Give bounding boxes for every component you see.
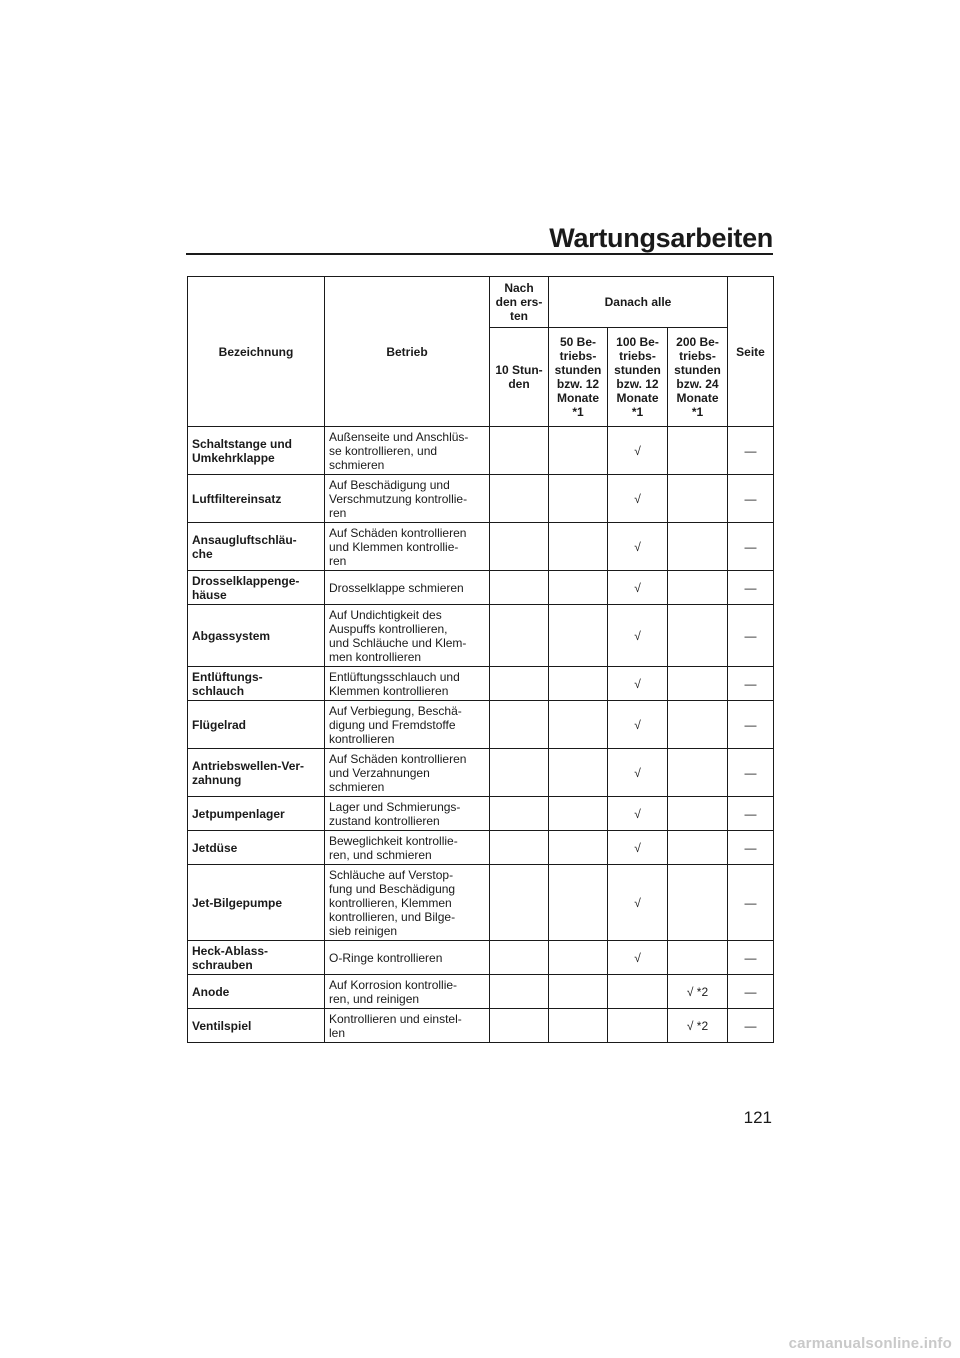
row-check-200h	[668, 941, 728, 975]
row-check-200h	[668, 605, 728, 667]
row-check-100h: √	[608, 831, 668, 865]
row-check-10h	[490, 975, 549, 1009]
row-operation: Entlüftungsschlauch und Klemmen kontrollieren	[325, 667, 490, 701]
page-number: 121	[743, 1108, 772, 1127]
row-check-200h	[668, 427, 728, 475]
row-page: —	[728, 865, 774, 941]
table-body	[188, 427, 774, 1043]
row-check-100h	[608, 975, 668, 1009]
table-row	[188, 571, 774, 605]
row-check-200h	[668, 797, 728, 831]
col-header-operation: Betrieb	[325, 277, 490, 427]
row-check-200h	[668, 523, 728, 571]
table-row	[188, 941, 774, 975]
row-check-200h	[668, 701, 728, 749]
row-operation: Lager und Schmierungs- zustand kontrollieren	[325, 797, 490, 831]
row-check-100h: √	[608, 427, 668, 475]
row-operation: Drosselklappe schmieren	[325, 571, 490, 605]
row-page: —	[728, 475, 774, 523]
row-name: Heck-Ablass- schrauben	[188, 941, 325, 975]
row-operation: Beweglichkeit kontrollie- ren, und schmieren	[325, 831, 490, 865]
row-check-100h: √	[608, 667, 668, 701]
row-page: —	[728, 941, 774, 975]
row-check-10h	[490, 831, 549, 865]
row-page: —	[728, 749, 774, 797]
row-operation: Kontrollieren und einstel- len	[325, 1009, 490, 1043]
row-name: Abgassystem	[188, 605, 325, 667]
table-row	[188, 831, 774, 865]
row-check-100h: √	[608, 523, 668, 571]
row-check-100h: √	[608, 571, 668, 605]
table-row	[188, 427, 774, 475]
row-check-50h	[549, 1009, 608, 1043]
row-page: —	[728, 1009, 774, 1043]
row-page: —	[728, 797, 774, 831]
table-row	[188, 797, 774, 831]
col-header-then-group: Danach alle	[549, 277, 728, 328]
title-rule	[186, 253, 773, 255]
row-check-50h	[549, 667, 608, 701]
row-check-100h: √	[608, 605, 668, 667]
row-operation: Auf Beschädigung und Verschmutzung kontrollie- ren	[325, 475, 490, 523]
row-check-50h	[549, 523, 608, 571]
row-page: —	[728, 701, 774, 749]
row-check-200h	[668, 865, 728, 941]
row-page: —	[728, 975, 774, 1009]
table-row	[188, 865, 774, 941]
row-check-200h: √ *2	[668, 975, 728, 1009]
row-page: —	[728, 605, 774, 667]
row-check-10h	[490, 865, 549, 941]
table-row	[188, 701, 774, 749]
row-check-100h: √	[608, 701, 668, 749]
row-name: Antriebswellen-Ver- zahnung	[188, 749, 325, 797]
row-name: Flügelrad	[188, 701, 325, 749]
row-operation: O-Ringe kontrollieren	[325, 941, 490, 975]
row-operation: Auf Schäden kontrollieren und Klemmen kontrollie- ren	[325, 523, 490, 571]
col-header-first-group: Nach den ers- ten	[490, 277, 549, 328]
table-row	[188, 1009, 774, 1043]
row-page: —	[728, 831, 774, 865]
row-name: Luftfiltereinsatz	[188, 475, 325, 523]
row-name: Jetpumpenlager	[188, 797, 325, 831]
row-name: Ansaugluftschläu- che	[188, 523, 325, 571]
row-check-200h	[668, 571, 728, 605]
row-check-50h	[549, 571, 608, 605]
row-check-200h	[668, 475, 728, 523]
row-name: Anode	[188, 975, 325, 1009]
row-check-50h	[549, 865, 608, 941]
table-row	[188, 667, 774, 701]
col-header-10h: 10 Stun- den	[490, 328, 549, 427]
row-name: Drosselklappenge- häuse	[188, 571, 325, 605]
row-operation: Außenseite und Anschlüs- se kontrollieren, und schmieren	[325, 427, 490, 475]
row-page: —	[728, 523, 774, 571]
row-check-100h	[608, 1009, 668, 1043]
row-name: Jetdüse	[188, 831, 325, 865]
table-row	[188, 749, 774, 797]
header-row-1	[188, 277, 774, 328]
row-operation: Auf Korrosion kontrollie- ren, und reinigen	[325, 975, 490, 1009]
row-check-200h	[668, 667, 728, 701]
maintenance-table	[187, 276, 774, 1043]
row-operation: Schläuche auf Verstop- fung und Beschädigung kontrollieren, Klemmen kontrollieren, und Bilge- sieb reinigen	[325, 865, 490, 941]
row-check-10h	[490, 667, 549, 701]
table-row	[188, 975, 774, 1009]
row-check-50h	[549, 749, 608, 797]
row-check-100h: √	[608, 797, 668, 831]
col-header-50h: 50 Be- triebs- stunden bzw. 12 Monate *1	[549, 328, 608, 427]
row-check-10h	[490, 701, 549, 749]
row-name: Schaltstange und Umkehrklappe	[188, 427, 325, 475]
row-check-100h: √	[608, 475, 668, 523]
row-check-10h	[490, 475, 549, 523]
table-row	[188, 523, 774, 571]
row-check-10h	[490, 797, 549, 831]
row-check-50h	[549, 975, 608, 1009]
row-operation: Auf Schäden kontrollieren und Verzahnungen schmieren	[325, 749, 490, 797]
row-name: Jet-Bilgepumpe	[188, 865, 325, 941]
row-page: —	[728, 667, 774, 701]
row-check-100h: √	[608, 749, 668, 797]
watermark: carmanualsonline.info	[788, 1335, 952, 1352]
row-name: Ventilspiel	[188, 1009, 325, 1043]
row-name: Entlüftungs- schlauch	[188, 667, 325, 701]
row-operation: Auf Verbiegung, Beschä- digung und Fremdstoffe kontrollieren	[325, 701, 490, 749]
row-check-50h	[549, 797, 608, 831]
row-check-10h	[490, 427, 549, 475]
row-check-100h: √	[608, 865, 668, 941]
row-page: —	[728, 571, 774, 605]
row-check-10h	[490, 1009, 549, 1043]
row-check-10h	[490, 749, 549, 797]
row-check-50h	[549, 427, 608, 475]
row-check-10h	[490, 941, 549, 975]
col-header-200h: 200 Be- triebs- stunden bzw. 24 Monate *1	[668, 328, 728, 427]
row-check-50h	[549, 475, 608, 523]
table-row	[188, 475, 774, 523]
row-check-10h	[490, 523, 549, 571]
col-header-page: Seite	[728, 277, 774, 427]
table-row	[188, 605, 774, 667]
row-page: —	[728, 427, 774, 475]
col-header-100h: 100 Be- triebs- stunden bzw. 12 Monate *1	[608, 328, 668, 427]
row-check-50h	[549, 831, 608, 865]
row-check-10h	[490, 571, 549, 605]
row-check-50h	[549, 605, 608, 667]
row-check-200h: √ *2	[668, 1009, 728, 1043]
row-operation: Auf Undichtigkeit des Auspuffs kontrollieren, und Schläuche und Klem- men kontrollieren	[325, 605, 490, 667]
col-header-name: Bezeichnung	[188, 277, 325, 427]
row-check-200h	[668, 749, 728, 797]
page-title: Wartungsarbeiten	[549, 223, 773, 253]
row-check-10h	[490, 605, 549, 667]
row-check-100h: √	[608, 941, 668, 975]
row-check-50h	[549, 941, 608, 975]
row-check-50h	[549, 701, 608, 749]
row-check-200h	[668, 831, 728, 865]
